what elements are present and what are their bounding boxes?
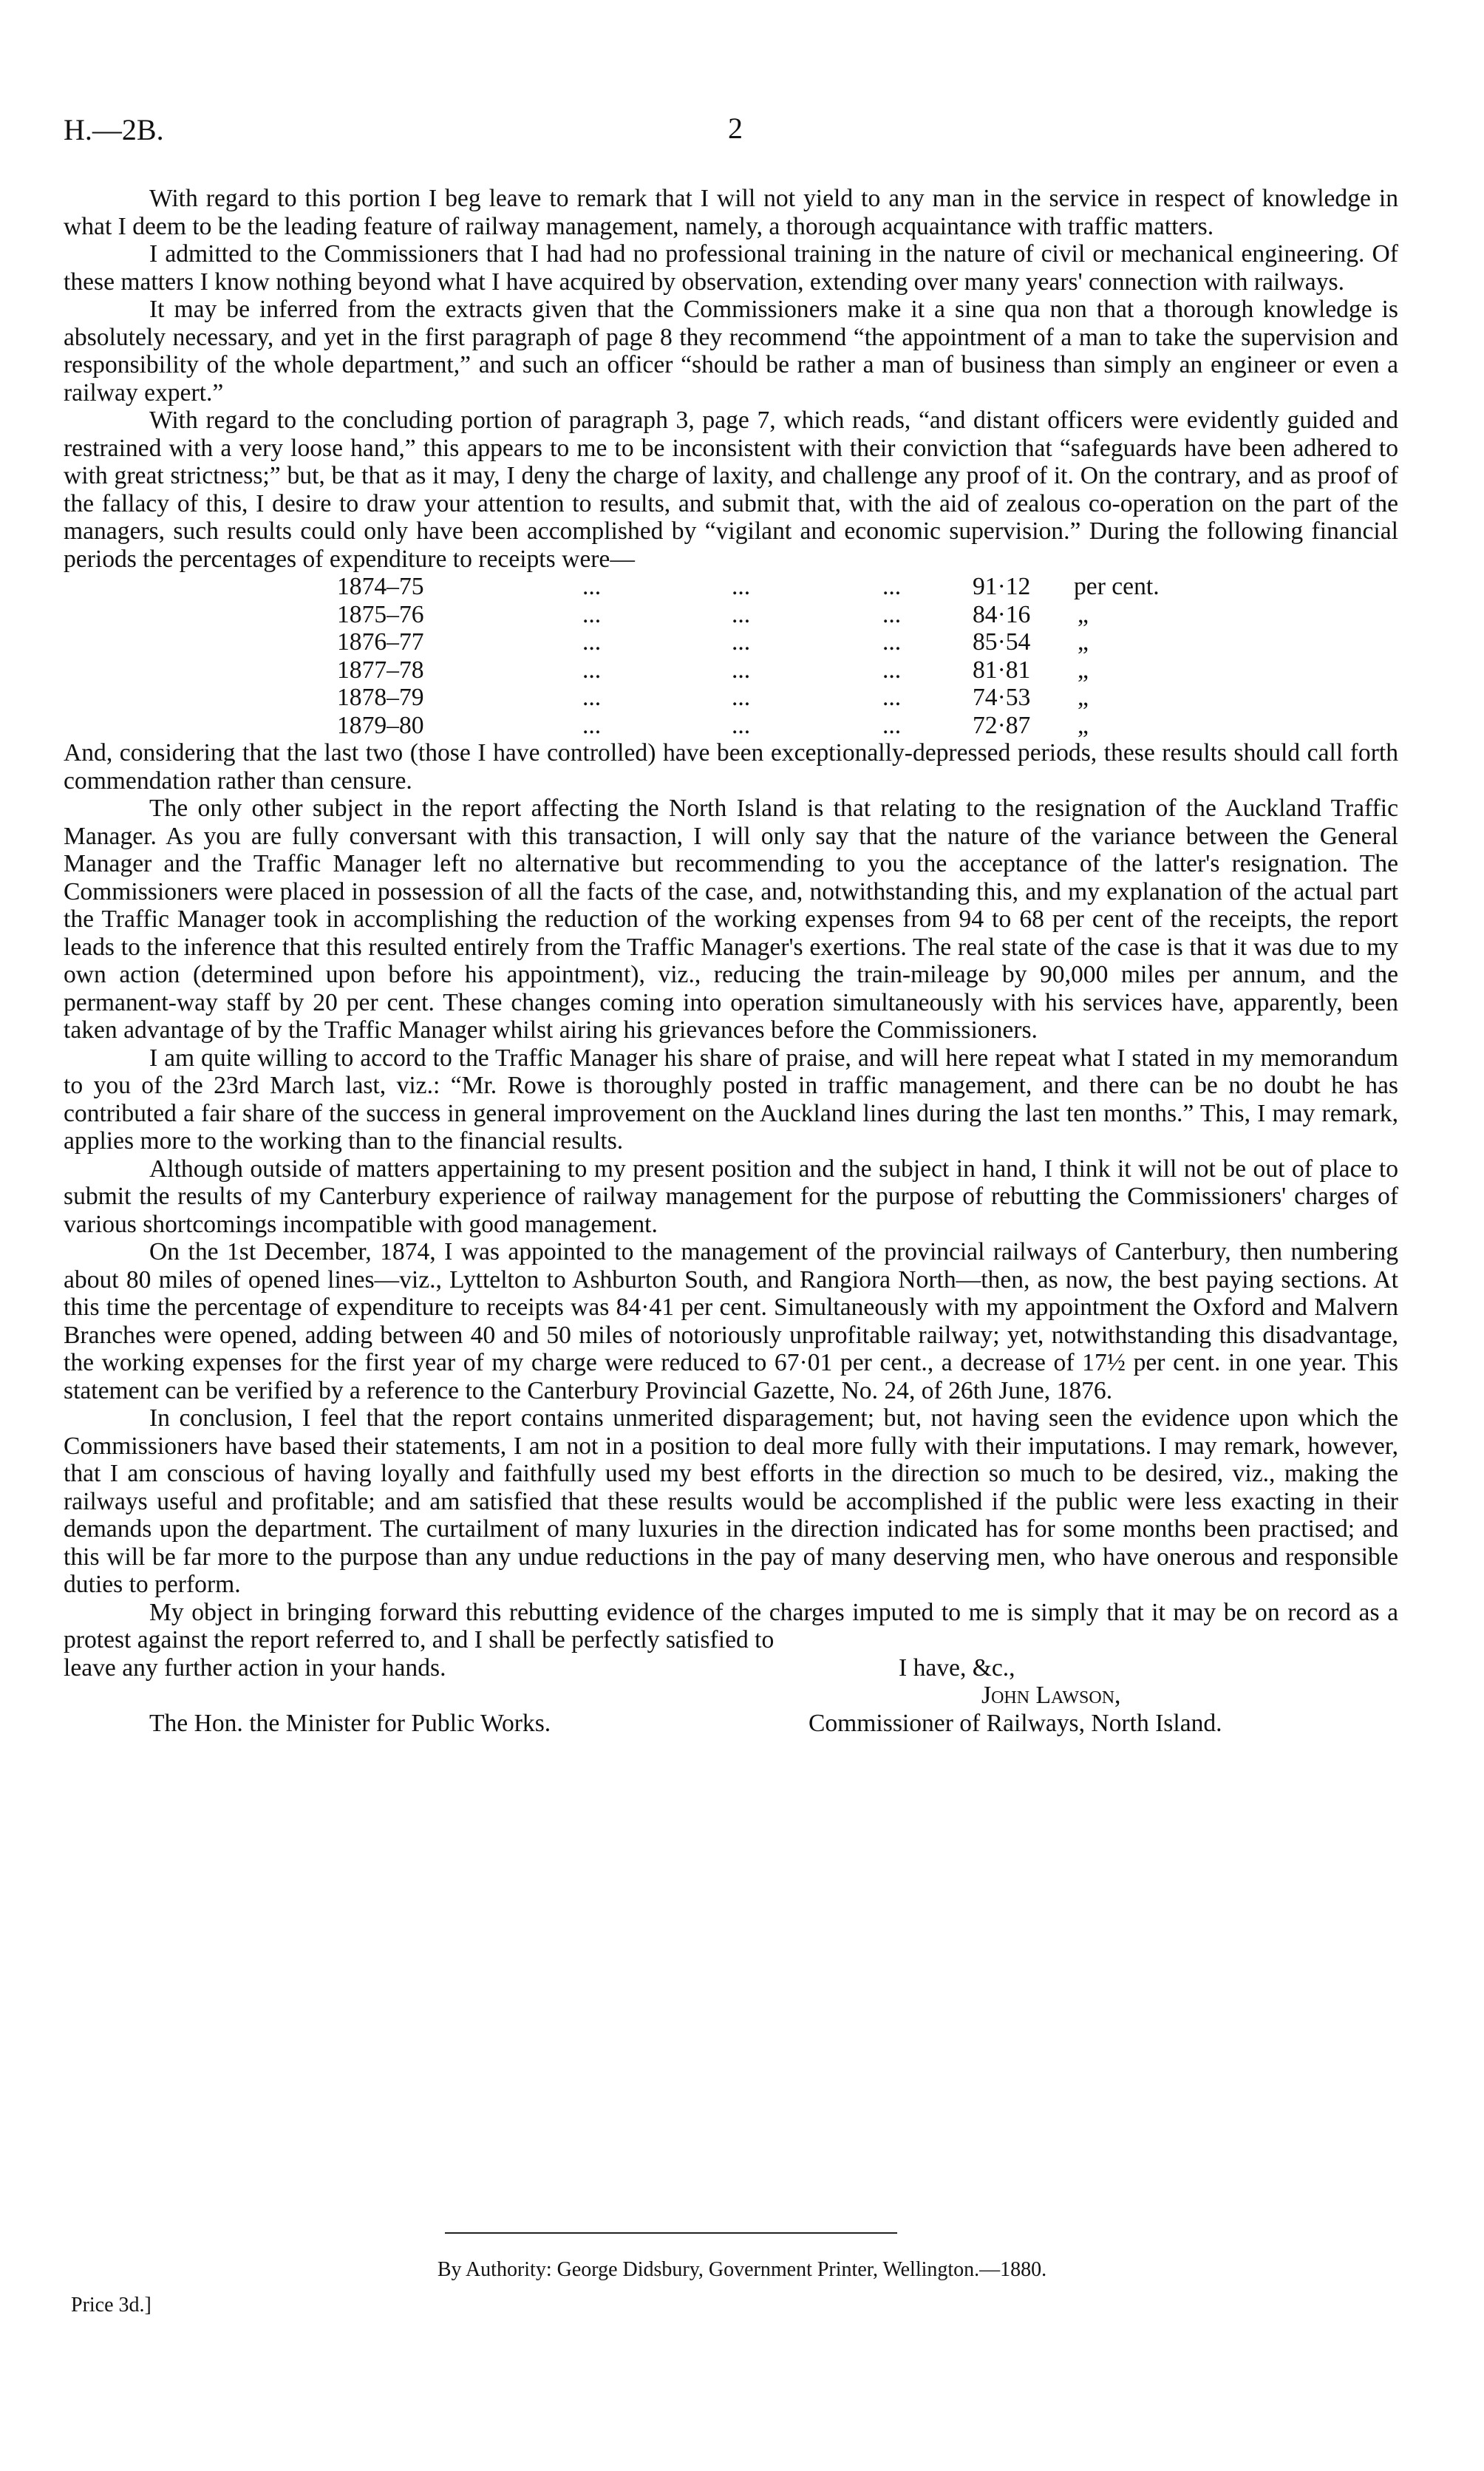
leader-dots: ...: [882, 628, 902, 656]
paragraph: And, considering that the last two (those I have controlled) have been exceptionally-depressed periods, these results should call forth commendation rather than censure.: [64, 739, 1398, 795]
signature: John Lawson,: [981, 1682, 1121, 1709]
table-row: [64, 712, 1398, 740]
ditto-mark: „: [1078, 628, 1089, 656]
paragraph: The only other subject in the report affecting the North Island is that relating to the resignation of the Auckland Traffic Manager. As you are fully conversant with this transaction, I will only say that the nature of the variance between the General Manager and the Traffic Manager left no alternative but recommending to you the acceptance of the latter's resignation. The Commissioners were placed in possession of all the facts of the case, and, notwithstanding this, and my explanation of the actual part the Traffic Manager took in accomplishing the reduction of the working expenses from 94 to 68 per cent of the receipts, the report leads to the inference that this resulted entirely from the Traffic Manager's exertions. The real state of the case is that it was due to my own action (determined upon before his appointment), viz., reducing the train-mileage by 90,000 miles per annum, and the permanent-way staff by 20 per cent. These changes coming into operation simultaneously with his services have, apparently, been taken advantage of by the Traffic Manager whilst airing his grievances before the Commissioners.: [64, 795, 1398, 1044]
leader-dots: ...: [732, 656, 751, 684]
closing-text: leave any further action in your hands.: [64, 1653, 446, 1682]
leader-dots: ...: [882, 600, 902, 628]
ditto-mark: „: [1078, 600, 1089, 628]
leader-dots: ...: [732, 711, 751, 739]
table-row: [64, 601, 1398, 629]
year-cell: 1879–80: [337, 711, 424, 739]
leader-dots: ...: [882, 573, 902, 600]
year-cell: 1876–77: [337, 628, 424, 656]
percentage-table: [64, 573, 1398, 739]
paragraph: With regard to this portion I beg leave to remark that I will not yield to any man in the service in respect of knowledge in what I deem to be the leading feature of railway management, namely, a thorough acquaintance with traffic matters.: [64, 185, 1398, 240]
leader-dots: ...: [582, 684, 602, 711]
signature-line: [64, 1682, 1398, 1710]
signatory-title: Commissioner of Railways, North Island.: [809, 1709, 1222, 1737]
leader-dots: ...: [582, 711, 602, 739]
addressee-line: [64, 1710, 1398, 1738]
year-cell: 1877–78: [337, 656, 424, 684]
leader-dots: ...: [732, 573, 751, 600]
percentage-value: 72·87: [973, 711, 1031, 739]
leader-dots: ...: [732, 600, 751, 628]
ditto-mark: „: [1078, 711, 1089, 739]
leader-dots: ...: [732, 684, 751, 711]
paragraph: In conclusion, I feel that the report contains unmerited disparagement; but, not having seen the evidence upon which the Commissioners have based their statements, I am not in a position to deal more fully with their imputations. I may remark, however, that I am conscious of having loyally and faithfully used my best efforts in the direction so much to be desired, viz., making the railways useful and profitable; and am satisfied that these results would be accomplished if the public were less exacting in their demands upon the department. The curtailment of many luxuries in the direction indicated has for some months been practised; and this will be far more to the purpose than any undue reductions in the pay of many deserving men, who have onerous and responsible duties to perform.: [64, 1404, 1398, 1598]
letter-body: [64, 185, 1398, 1737]
paragraph: It may be inferred from the extracts given that the Commissioners make it a sine qua non that a thorough knowledge is absolutely necessary, and yet in the first paragraph of page 8 they recommend “the appointment of a man to take the supervision and responsibility of the whole department,” and such an officer “should be rather a man of business than simply an engineer or even a railway expert.”: [64, 296, 1398, 407]
table-row: [64, 573, 1398, 601]
leader-dots: ...: [882, 656, 902, 684]
footer-rule: [445, 2232, 897, 2234]
unit-label: per cent.: [1074, 573, 1160, 600]
percentage-value: 85·54: [973, 628, 1031, 656]
paragraph: With regard to the concluding portion of paragraph 3, page 7, which reads, “and distant officers were evidently guided and restrained with a very loose hand,” this appears to me to be inconsistent with their conviction that “safeguards have been adhered to with great strictness;” but, be that as it may, I deny the charge of laxity, and challenge any proof of it. On the contrary, and as proof of the fallacy of this, I desire to draw your attention to results, and submit that, with the aid of zealous co-operation on the part of the managers, such results could only have been accomplished by “vigilant and economic supervision.” During the following financial periods the percentages of expenditure to receipts were—: [64, 407, 1398, 573]
table-row: [64, 656, 1398, 684]
percentage-value: 74·53: [973, 684, 1031, 711]
ditto-mark: „: [1078, 656, 1089, 684]
percentage-value: 81·81: [973, 656, 1031, 684]
table-row: [64, 684, 1398, 712]
leader-dots: ...: [582, 628, 602, 656]
paragraph: I admitted to the Commissioners that I had had no professional training in the nature of civil or mechanical engineering. Of these matters I know nothing beyond what I have acquired by observation, extending over many years' connection with railways.: [64, 240, 1398, 296]
leader-dots: ...: [582, 656, 602, 684]
ditto-mark: „: [1078, 684, 1089, 711]
leader-dots: ...: [882, 684, 902, 711]
price-label: Price 3d.]: [71, 2294, 152, 2317]
leader-dots: ...: [582, 573, 602, 600]
paragraph: I am quite willing to accord to the Traffic Manager his share of praise, and will here repeat what I stated in my memorandum to you of the 23rd March last, viz.: “Mr. Rowe is thoroughly posted in traffic management, and there can be no doubt he has contributed a fair share of the success in general improvement on the Auckland lines during the last ten months.” This, I may remark, applies more to the working than to the financial results.: [64, 1044, 1398, 1155]
percentage-value: 84·16: [973, 600, 1031, 628]
percentage-value: 91·12: [973, 573, 1031, 600]
leader-dots: ...: [582, 600, 602, 628]
year-cell: 1878–79: [337, 684, 424, 711]
paragraph: Although outside of matters appertaining to my present position and the subject in hand, I think it will not be out of place to submit the results of my Canterbury experience of railway management for the purpose of rebutting the Commissioners' charges of various shortcomings incompatible with good management.: [64, 1155, 1398, 1238]
page-number: 2: [728, 112, 743, 145]
paragraph: On the 1st December, 1874, I was appointed to the management of the provincial railways of Canterbury, then numbering about 80 miles of opened lines—viz., Lyttelton to Ashburton South, and Rangiora North—then, as now, the best paying sections. At this time the percentage of expenditure to receipts was 84·41 per cent. Simultaneously with my appointment the Oxford and Malvern Branches were opened, adding between 40 and 50 miles of notoriously unprofitable railway; yet, notwithstanding this disadvantage, the working expenses for the first year of my charge were reduced to 67·01 per cent., a decrease of 17½ per cent. in one year. This statement can be verified by a reference to the Canterbury Provincial Gazette, No. 24, of 26th June, 1876.: [64, 1238, 1398, 1404]
leader-dots: ...: [732, 628, 751, 656]
paragraph: My object in bringing forward this rebutting evidence of the charges imputed to me is simply that it may be on record as a protest against the report referred to, and I shall be perfectly satisfied to: [64, 1598, 1398, 1653]
addressee: The Hon. the Minister for Public Works.: [149, 1709, 551, 1737]
printer-imprint: By Authority: George Didsbury, Government Printer, Wellington.—1880.: [437, 2258, 1047, 2281]
leader-dots: ...: [882, 711, 902, 739]
year-cell: 1875–76: [337, 600, 424, 628]
closing-line: [64, 1654, 1398, 1682]
document-code: H.—2B.: [64, 113, 164, 146]
salutation: I have, &c.,: [899, 1653, 1015, 1682]
year-cell: 1874–75: [337, 573, 424, 600]
table-row: [64, 628, 1398, 656]
